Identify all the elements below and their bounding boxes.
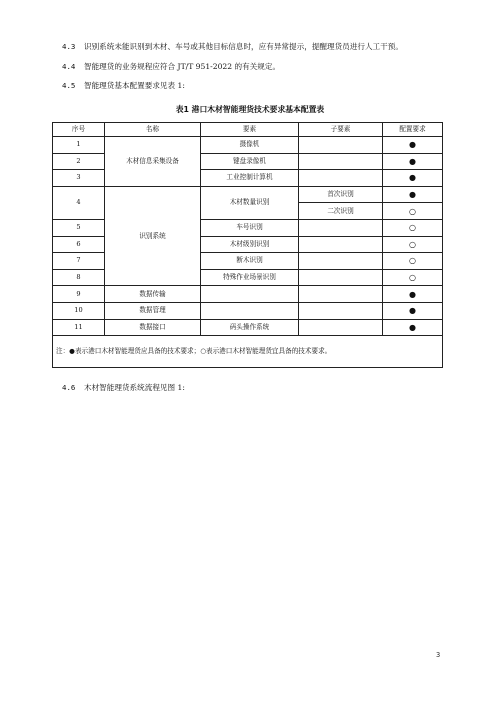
cell-sub (299, 286, 383, 303)
header-name: 名称 (105, 123, 201, 137)
cell-req: ● (383, 286, 443, 303)
cell-seq: 9 (53, 286, 105, 303)
clause-4-5 (62, 81, 185, 91)
table-header-row (53, 123, 443, 137)
cell-req: ○ (383, 203, 443, 220)
cell-req: ○ (383, 269, 443, 286)
clause-4-6 (62, 383, 185, 393)
cell-group-name: 木材信息采集设备 (105, 137, 201, 187)
cell-seq: 7 (53, 253, 105, 270)
cell-sub (299, 269, 383, 286)
clause-4-4 (62, 62, 280, 72)
cell-sub: 首次识别 (299, 186, 383, 203)
header-sub: 子要素 (299, 123, 383, 137)
cell-req: ● (383, 302, 443, 319)
table-row (53, 302, 443, 319)
cell-name: 数据传输 (105, 286, 201, 303)
cell-element: 码头操作系统 (201, 319, 299, 336)
cell-sub (299, 170, 383, 187)
clause-text: 智能理货的业务规程应符合 JT/T 951-2022 的有关规定。 (84, 62, 281, 71)
cell-sub (299, 137, 383, 154)
cell-element: 工业控制计算机 (201, 170, 299, 187)
cell-sub (299, 253, 383, 270)
cell-req: ● (383, 170, 443, 187)
cell-req: ● (383, 153, 443, 170)
cell-seq: 5 (53, 219, 105, 236)
cell-seq: 1 (53, 137, 105, 154)
cell-element: 摄像机 (201, 137, 299, 154)
cell-seq: 11 (53, 319, 105, 336)
table-row (53, 186, 443, 203)
clause-4-3 (62, 42, 403, 52)
table-note: 注：●表示港口木材智能理货应具备的技术要求；○表示港口木材智能理货宜具备的技术要求。 (53, 336, 443, 368)
clause-text: 智能理货基本配置要求见表 1: (84, 81, 185, 90)
cell-element: 断木识别 (201, 253, 299, 270)
cell-sub (299, 319, 383, 336)
cell-seq: 6 (53, 236, 105, 253)
header-element: 要素 (201, 123, 299, 137)
cell-element: 木材数量识别 (201, 186, 299, 219)
cell-seq: 10 (53, 302, 105, 319)
cell-element: 车号识别 (201, 219, 299, 236)
cell-seq: 8 (53, 269, 105, 286)
cell-element: 木材级别识别 (201, 236, 299, 253)
cell-req: ○ (383, 236, 443, 253)
cell-sub (299, 219, 383, 236)
header-seq: 序号 (53, 123, 105, 137)
clause-number: 4.4 (62, 62, 76, 71)
cell-req: ○ (383, 219, 443, 236)
cell-element (201, 286, 299, 303)
cell-sub (299, 236, 383, 253)
table-row (53, 137, 443, 154)
cell-sub (299, 302, 383, 319)
cell-name: 数据接口 (105, 319, 201, 336)
cell-seq: 4 (53, 186, 105, 219)
cell-req: ● (383, 186, 443, 203)
config-table (52, 122, 443, 368)
cell-req: ○ (383, 253, 443, 270)
cell-seq: 3 (53, 170, 105, 187)
table-row (53, 319, 443, 336)
cell-seq: 2 (53, 153, 105, 170)
cell-element: 键盘录像机 (201, 153, 299, 170)
clause-number: 4.5 (62, 81, 76, 90)
cell-sub: 二次识别 (299, 203, 383, 220)
clause-text: 木材智能理货系统流程见图 1: (84, 383, 185, 392)
cell-group-name: 识别系统 (105, 186, 201, 286)
table-caption: 表1 港口木材智能理货技术要求基本配置表 (175, 105, 325, 114)
cell-sub (299, 153, 383, 170)
cell-element: 特殊作业场景识别 (201, 269, 299, 286)
cell-element (201, 302, 299, 319)
header-req: 配置要求 (383, 123, 443, 137)
clause-number: 4.6 (62, 383, 76, 392)
cell-req: ● (383, 137, 443, 154)
clause-number: 4.3 (62, 42, 76, 51)
page-number: 3 (436, 651, 441, 659)
cell-name: 数据管理 (105, 302, 201, 319)
clause-text: 识别系统未能识别到木材、车号或其他目标信息时，应有异常提示，提醒理货员进行人工干预。 (84, 42, 403, 51)
table-row (53, 286, 443, 303)
table-note-row (53, 336, 443, 368)
cell-req: ● (383, 319, 443, 336)
